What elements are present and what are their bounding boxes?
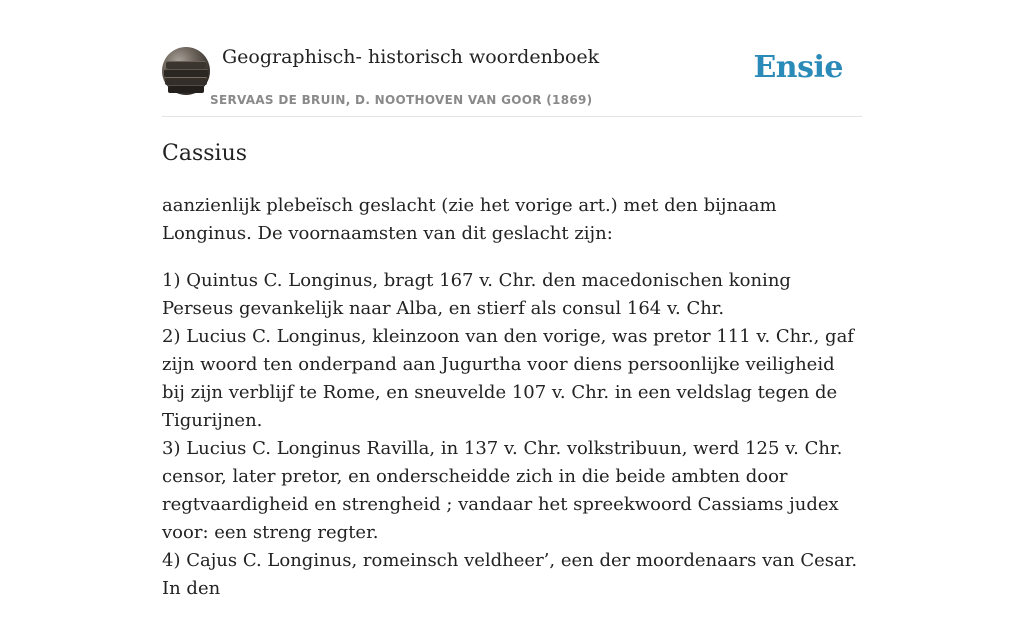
entry-item-2: 2) Lucius C. Longinus, kleinzoon van den vorige, was pretor 111 v. Chr., gaf zijn woord ten onderpand aan Jugurtha voor diens persoonlijke veiligheid bij zijn verblijf te Rome, en sneuvelde 107 v. Chr. in een veldslag tegen de Tigurijnen. xyxy=(162,326,854,431)
entry-intro: aanzienlijk plebeïsch geslacht (zie het vorige art.) met den bijnaam Longinus. De voornaamsten van dit geslacht zijn: xyxy=(162,195,777,244)
entry-item-1: 1) Quintus C. Longinus, bragt 167 v. Chr. den macedonischen koning Perseus gevankelijk naar Alba, en stierf als consul 164 v. Chr. xyxy=(162,270,791,319)
entry-body xyxy=(162,192,862,622)
book-authors: SERVAAS DE BRUIN, D. NOOTHOVEN VAN GOOR (1869) xyxy=(210,93,593,107)
book-header xyxy=(162,0,862,117)
book-title[interactable]: Geographisch- historisch woordenboek xyxy=(222,46,600,68)
ensie-logo[interactable]: Ensie xyxy=(753,50,843,85)
book-stack-icon[interactable] xyxy=(162,47,210,95)
entry-list xyxy=(162,267,862,603)
entry-title: Cassius xyxy=(162,141,248,166)
entry-item-3: 3) Lucius C. Longinus Ravilla, in 137 v. Chr. volkstribuun, werd 125 v. Chr. censor, later pretor, en onderscheidde zich in die beide ambten door regtvaardigheid en strengheid ; vandaar het spreekwoord Cassiams judex voor: een streng regter. xyxy=(162,438,843,543)
entry-item-4: 4) Cajus C. Longinus, romeinsch veldheer’, een der moordenaars van Cesar. In den xyxy=(162,550,858,599)
